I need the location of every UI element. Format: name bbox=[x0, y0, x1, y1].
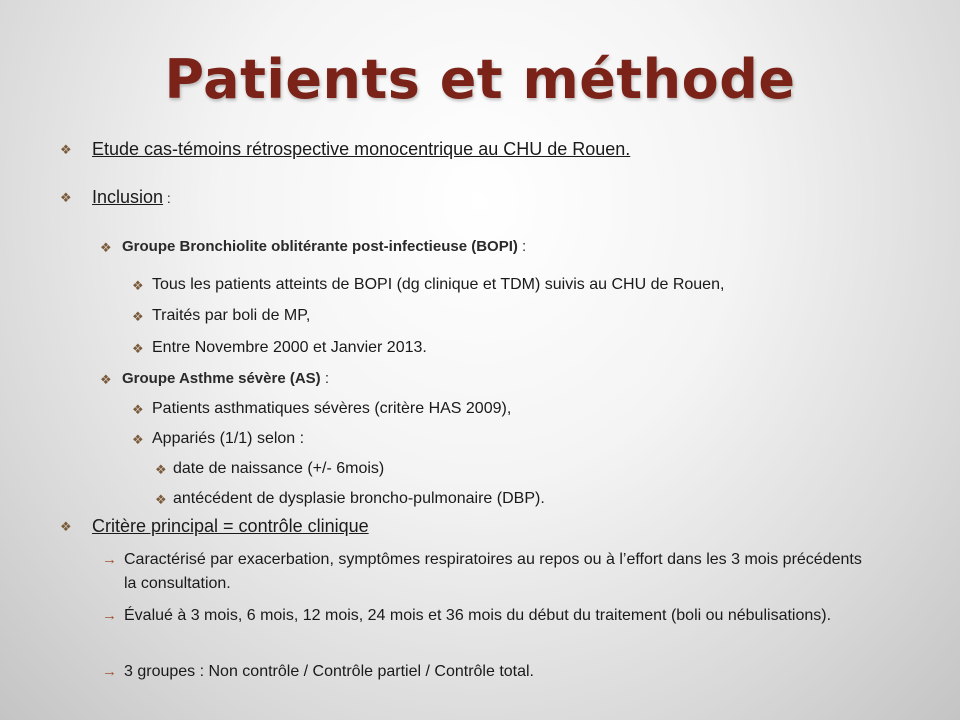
bullet-etude bbox=[60, 139, 630, 160]
as-colon: : bbox=[320, 370, 330, 387]
diamond-bullet-icon: ❖ bbox=[132, 432, 144, 447]
bopi-item bbox=[132, 276, 724, 294]
critere-item bbox=[102, 604, 862, 628]
critere-item bbox=[102, 660, 862, 684]
as-subitem-text: antécédent de dysplasie broncho-pulmonaire (DBP). bbox=[173, 490, 545, 507]
diamond-bullet-icon: ❖ bbox=[155, 492, 167, 507]
diamond-bullet-icon: ❖ bbox=[60, 519, 72, 534]
diamond-bullet-icon: ❖ bbox=[155, 462, 167, 477]
critere-item-text: Caractérisé par exacerbation, symptômes respiratoires au repos ou à l’effort dans les 3 mois précédents la consultation. bbox=[124, 551, 862, 592]
diamond-bullet-icon: ❖ bbox=[132, 309, 144, 324]
as-subitem-text: date de naissance (+/- 6mois) bbox=[173, 460, 385, 477]
arrow-right-icon: → bbox=[102, 663, 117, 680]
bopi-item bbox=[132, 339, 427, 357]
bopi-item bbox=[132, 307, 310, 325]
bopi-colon: : bbox=[517, 238, 527, 255]
bopi-item-text: Tous les patients atteints de BOPI (dg clinique et TDM) suivis au CHU de Rouen, bbox=[152, 276, 725, 293]
bullet-critere bbox=[60, 516, 369, 537]
bullet-bopi-group bbox=[100, 238, 526, 256]
bullet-as-group bbox=[100, 370, 329, 388]
as-subitem bbox=[155, 490, 545, 508]
slide-title: Patients et méthode bbox=[164, 48, 796, 111]
as-item bbox=[132, 400, 511, 418]
as-group-text: Groupe Asthme sévère (AS) bbox=[122, 370, 321, 387]
critere-item-text: 3 groupes : Non contrôle / Contrôle partiel / Contrôle total. bbox=[124, 663, 534, 680]
arrow-right-icon: → bbox=[102, 607, 117, 624]
as-item-text: Patients asthmatiques sévères (critère HAS 2009), bbox=[152, 400, 512, 417]
diamond-bullet-icon: ❖ bbox=[60, 142, 72, 157]
diamond-bullet-icon: ❖ bbox=[100, 372, 112, 387]
as-subitem bbox=[155, 460, 384, 478]
critere-item-text: Évalué à 3 mois, 6 mois, 12 mois, 24 mois et 36 mois du début du traitement (boli ou nébulisations). bbox=[124, 607, 832, 624]
diamond-bullet-icon: ❖ bbox=[132, 278, 144, 293]
as-item bbox=[132, 430, 304, 448]
diamond-bullet-icon: ❖ bbox=[132, 402, 144, 417]
inclusion-label: Inclusion bbox=[92, 187, 164, 207]
bopi-group-text: Groupe Bronchiolite oblitérante post-infectieuse (BOPI) bbox=[122, 238, 518, 255]
critere-item bbox=[102, 548, 862, 596]
etude-text: Etude cas-témoins rétrospective monocentrique au CHU de Rouen. bbox=[92, 139, 631, 159]
critere-text: Critère principal = contrôle clinique bbox=[92, 516, 369, 536]
bullet-inclusion bbox=[60, 187, 171, 208]
inclusion-colon: : bbox=[163, 190, 171, 206]
diamond-bullet-icon: ❖ bbox=[100, 240, 112, 255]
diamond-bullet-icon: ❖ bbox=[132, 341, 144, 356]
diamond-bullet-icon: ❖ bbox=[60, 190, 72, 205]
as-item-text: Appariés (1/1) selon : bbox=[152, 430, 305, 447]
bopi-item-text: Entre Novembre 2000 et Janvier 2013. bbox=[152, 339, 427, 356]
arrow-right-icon: → bbox=[102, 551, 117, 568]
bopi-item-text: Traités par boli de MP, bbox=[152, 307, 311, 324]
